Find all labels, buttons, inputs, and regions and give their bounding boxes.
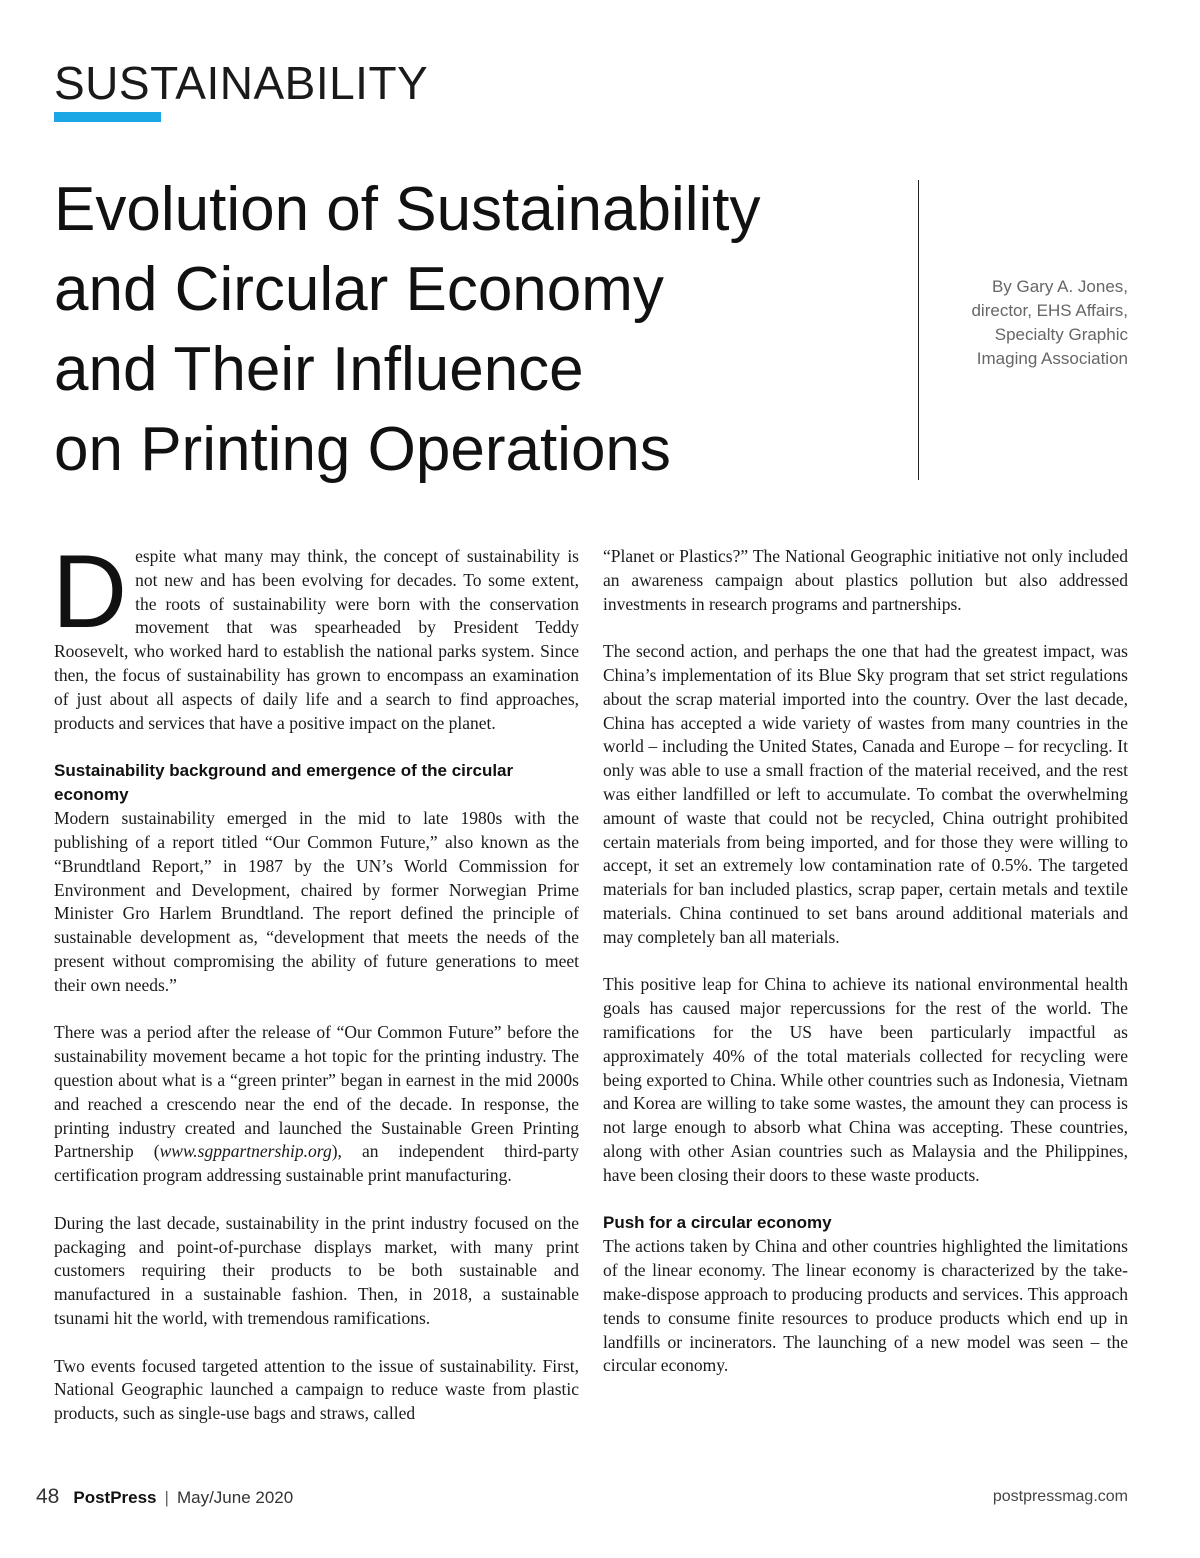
headline-line: and Circular Economy <box>54 255 664 324</box>
body-paragraph <box>54 1021 579 1188</box>
byline-line: Specialty Graphic <box>994 325 1128 344</box>
intro-text: espite what many may think, the concept of sustainability is not new and has been evolving for decades. To some extent, the roots of sustainability were born with the conservation movement that was spearheaded by President Teddy Roosevelt, who worked hard to establish the national parks system. Since then, the focus of sustainability has grown to encompass an examination of just about all aspects of daily life and a search to find approaches, products and services that have a positive impact on the planet. <box>54 546 579 733</box>
byline-line: By Gary A. Jones, <box>991 277 1128 296</box>
paragraph-text: There was a period after the release of “Our Common Future” before the sustainability movement became a hot topic for the printing industry. The question about what is a “green printer” began in earnest in the mid 2000s and reached a crescendo near the end of the decade. In response, the printing industry created and launched the Sustainable Green Printing Partnership ( <box>54 1022 579 1162</box>
headline-line: and Their Influence <box>54 335 584 404</box>
intro-paragraph <box>52 534 579 735</box>
publication-name: PostPress <box>73 1488 157 1507</box>
sgp-website-link[interactable]: www.sgppartnership.org <box>159 1141 332 1162</box>
body-paragraph: This positive leap for China to achieve its national environmental health goals has caused major repercussions for the rest of the world. The ramifications for the US have been particularly impactful as approximately 40% of the total materials collected for recycling were being exported to China. While other countries such as Indonesia, Vietnam and Korea are willing to take some wastes, the amount they can process is not large enough to absorb what China was accepting. These countries, along with other Asian countries such as Malaysia and the Philippines, have been closing their doors to these waste products. <box>603 974 1128 1185</box>
body-paragraph: The actions taken by China and other countries highlighted the limitations of the linear economy. The linear economy is characterized by the take-make-dispose approach to producing products and services. This approach tends to consume finite resources to produce products which end up in landfills or incinerators. The launching of a new model was seen – the circular economy. <box>603 1236 1128 1376</box>
section-heading: Sustainability background and emergence of the circular economy <box>54 761 514 805</box>
headline-line: Evolution of Sustainability <box>54 175 761 244</box>
paragraph-text: ), an independent third-party certification program addressing sustainable print manufacturing. <box>54 1141 579 1186</box>
drop-cap: D <box>52 534 128 650</box>
body-column-right <box>603 545 1128 1378</box>
article-headline <box>54 170 904 490</box>
byline-line: Imaging Association <box>976 349 1128 368</box>
page-footer <box>36 1482 1128 1512</box>
body-paragraph: “Planet or Plastics?” The National Geographic initiative not only included an awareness campaign about plastics pollution but also addressed investments in research programs and partnerships. <box>603 546 1128 614</box>
page-number: 48 <box>36 1485 60 1508</box>
website-link[interactable]: postpressmag.com <box>992 1488 1128 1505</box>
footer-separator: | <box>164 1488 169 1507</box>
section-heading: Push for a circular economy <box>603 1213 832 1233</box>
section-accent-bar <box>54 112 161 122</box>
byline-line: director, EHS Affairs, <box>971 301 1128 320</box>
body-paragraph: Two events focused targeted attention to the issue of sustainability. First, National Geographic launched a campaign to reduce waste from plastic products, such as single-use bags and straws, called <box>54 1355 579 1424</box>
body-paragraph: Modern sustainability emerged in the mid to late 1980s with the publishing of a report titled “Our Common Future,” also known as the “Brundtland Report,” in 1987 by the UN’s World Commission for Environment and Development, chaired by former Norwegian Prime Minister Gro Harlem Brundtland. The report defined the principle of sustainable development as, “development that meets the needs of the present without compromising the ability of future generations to meet their own needs.” <box>54 808 579 995</box>
body-paragraph: During the last decade, sustainability in the print industry focused on the packaging and point-of-purchase displays market, with many print customers requiring their products to be both sustainable and manufactured in a sustainable fashion. Then, in 2018, a sustainable tsunami hit the world, with tremendous ramifications. <box>54 1212 579 1328</box>
headline-line: on Printing Operations <box>54 415 671 484</box>
issue-date: May/June 2020 <box>176 1488 294 1507</box>
body-paragraph: The second action, and perhaps the one that had the greatest impact, was China’s implementation of its Blue Sky program that set strict regulations about the scrap material imported into the country. Over the last decade, China has accepted a wide variety of wastes from many countries in the world – including the United States, Canada and Europe – for recycling. It only was able to use a small fraction of the material received, and the rest was either landfilled or left to accumulate. To combat the overwhelming amount of waste that could not be recycled, China outright prohibited certain materials from being imported, and for those they were willing to accept, it set an extremely low contamination rate of 0.5%. The targeted materials for ban included plastics, scrap paper, certain metals and textile materials. China continued to set bans around additional materials and may completely ban all materials. <box>603 641 1128 947</box>
body-column-left <box>52 534 579 1426</box>
author-byline <box>878 275 1128 371</box>
section-label: SUSTAINABILITY <box>54 57 429 109</box>
